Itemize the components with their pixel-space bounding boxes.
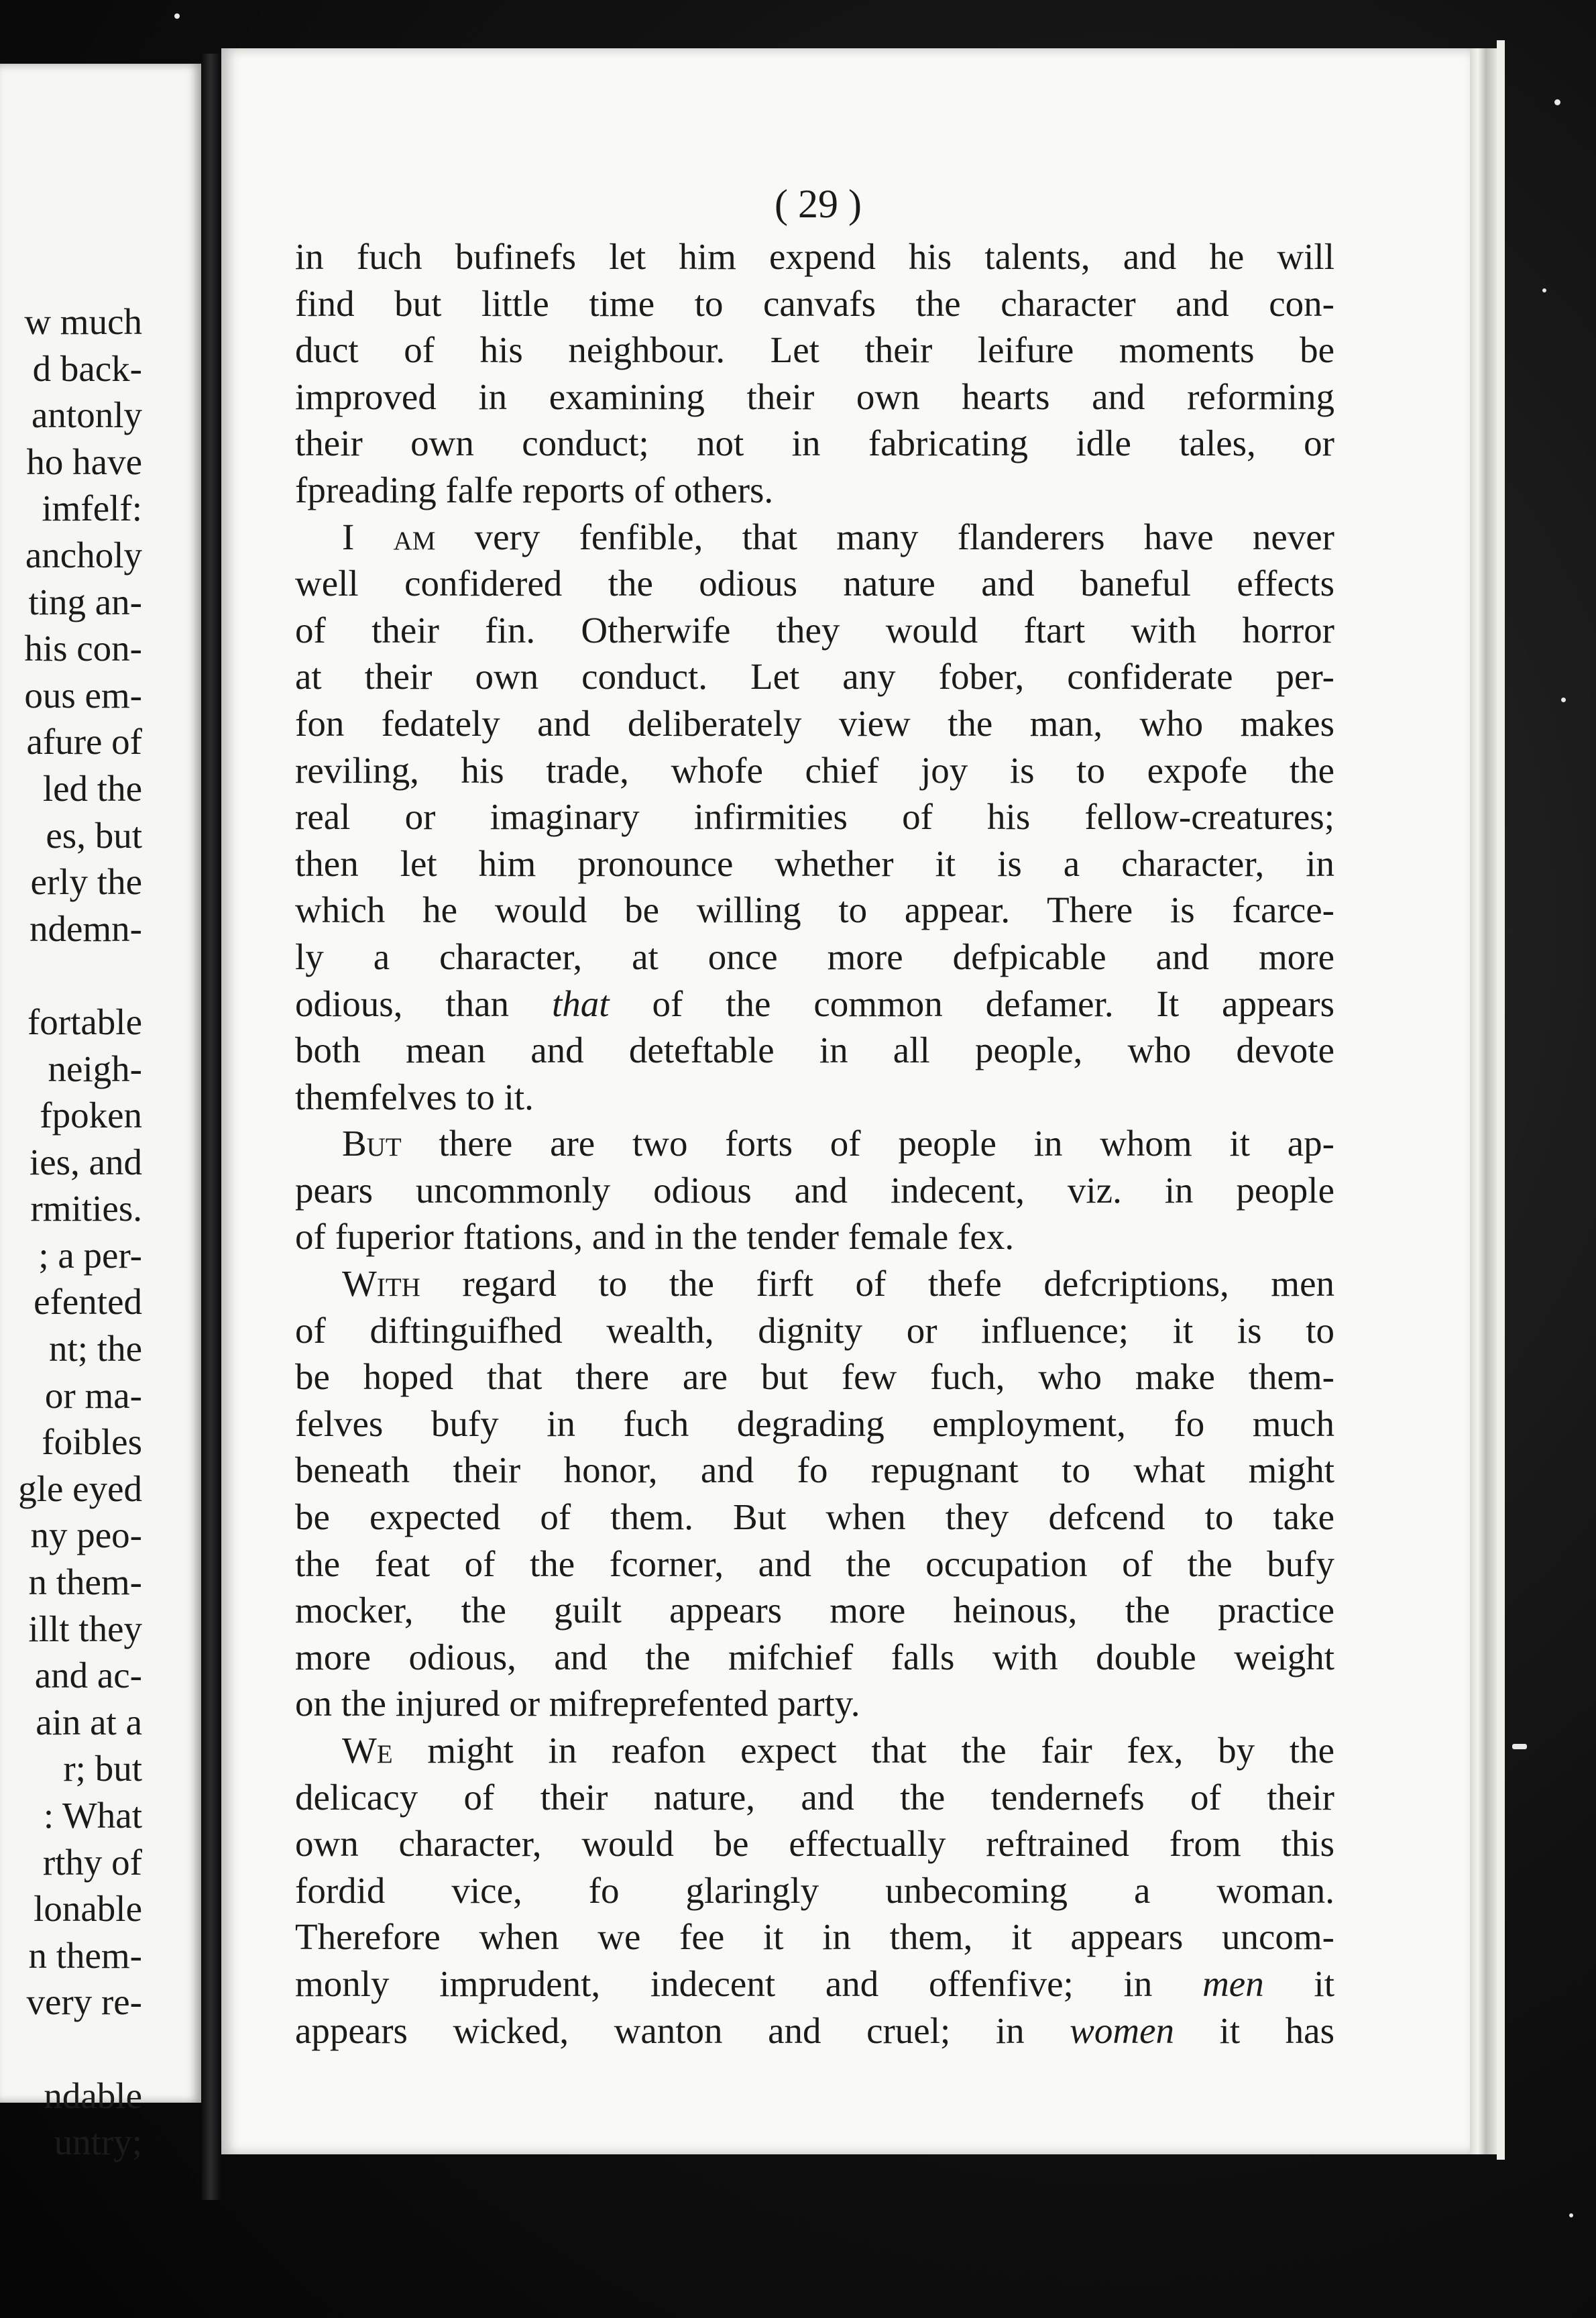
text-line [295,653,1334,700]
previous-page-line: foibles [42,1421,142,1463]
text-segment: very fenfible, that many flanderers have never [435,516,1334,557]
previous-page-line: or ma- [44,1374,142,1416]
previous-page-line: ndable [44,2075,142,2116]
previous-page-line: ancholy [25,534,142,575]
dust-speck [1569,2213,1573,2217]
previous-page-line [0,2026,142,2073]
previous-page-line: lonable [34,1888,142,1930]
small-caps-word: With [342,1263,420,1305]
text-line [295,467,1334,514]
text-line [295,747,1334,794]
previous-page-line: n them- [28,1934,142,1976]
previous-page-line: rthy of [42,1841,142,1883]
text-segment: beneath their honor, and fo repugnant to what might [295,1449,1334,1491]
dust-speck [1561,698,1566,702]
text-line [295,1680,1334,1727]
text-segment: on the injured or mifreprefented party. [295,1683,860,1724]
text-line [295,1634,1334,1681]
text-segment: of their fin. Otherwife they would ftart with horror [295,609,1334,651]
text-segment: both mean and deteftable in all people, who devote [295,1030,1334,1071]
text-segment: reviling, his trade, whofe chief joy is to expofe the [295,749,1334,791]
previous-page-text [0,298,142,2166]
text-segment: of the common defamer. It appears [609,983,1334,1024]
text-segment: the feat of the fcorner, and the occupation of the bufy [295,1543,1334,1584]
dust-speck [1542,288,1546,292]
text-line [295,1120,1334,1167]
text-segment: regard to the firft of thefe defcriptions, men [420,1263,1334,1305]
text-segment: find but little time to canvafs the character and con- [295,282,1334,324]
text-line [295,1961,1334,2007]
text-line [295,887,1334,934]
text-line [295,607,1334,654]
text-segment: mocker, the guilt appears more heinous, the practice [295,1590,1334,1631]
text-segment: more odious, and the mifchief falls with double weight [295,1636,1334,1677]
dust-speck [1512,1744,1527,1749]
text-line [295,700,1334,747]
text-segment: odious, than [295,983,552,1024]
text-segment: monly imprudent, indecent and offenfive; in [295,1963,1203,2004]
text-segment: which he would be willing to appear. There is fcarce- [295,889,1334,931]
previous-page-line: and ac- [34,1655,142,1696]
previous-page-line: ies, and [29,1141,142,1182]
previous-page-line: fpoken [40,1095,142,1136]
text-line [295,1354,1334,1400]
previous-page-line: imfelf: [42,488,142,529]
text-segment: of fuperior ftations, and in the tender female fex. [295,1216,1015,1258]
text-line [295,1727,1334,1774]
text-line [295,1867,1334,1914]
text-segment: then let him pronounce whether it is a character, in [295,842,1334,884]
text-segment: ly a character, at once more defpicable and more [295,936,1334,977]
text-line [295,420,1334,467]
previous-page-line: ny peo- [30,1514,142,1556]
text-segment: might in reafon expect that the fair fex, by the [392,1730,1334,1771]
text-segment: their own conduct; not in fabricating idle tales, or [295,423,1334,464]
text-segment: fordid vice, fo glaringly unbecoming a woman. [295,1869,1334,1911]
previous-page-line: ain at a [36,1701,142,1743]
text-line [295,280,1334,327]
text-segment: in fuch bufinefs let him expend his talents, and he will [295,236,1334,277]
previous-page-line: ho have [26,441,142,482]
text-line [295,374,1334,421]
text-segment: appears wicked, wanton and cruel; in [295,2009,1070,2051]
previous-page-line: afure of [26,721,142,763]
text-line [295,793,1334,840]
previous-page-line: ting an- [28,581,142,622]
text-segment: delicacy of their nature, and the tendernefs of their [295,1776,1334,1818]
page-body-text [295,233,1334,2054]
previous-page-line: gle eyed [18,1468,142,1509]
text-line [295,560,1334,607]
text-segment: be hoped that there are but few fuch, who make them- [295,1356,1334,1398]
text-segment: of diftinguifhed wealth, dignity or influence; it is to [295,1309,1334,1351]
previous-page-line: erly the [30,861,142,903]
text-segment: themfelves to it. [295,1076,534,1117]
previous-page-line: efented [34,1281,142,1323]
text-segment: there are two forts of people in whom it ap- [401,1123,1334,1164]
text-line [295,1820,1334,1867]
text-line [295,1074,1334,1121]
text-segment: well confidered the odious nature and baneful effects [295,563,1334,604]
previous-page-line: n them- [28,1561,142,1603]
text-segment: Therefore when we fee it in them, it appears uncom- [295,1916,1334,1958]
previous-page-line: untry; [54,2121,142,2163]
text-segment: fon fedately and deliberately view the man, who makes [295,702,1334,744]
previous-page-line: very re- [26,1981,142,2023]
previous-page-line: ous em- [24,674,142,716]
text-line [295,1774,1334,1821]
previous-page-line: neigh- [48,1048,142,1089]
text-line [295,981,1334,1028]
text-segment: own character, would be effectually reftrained from this [295,1823,1334,1865]
text-segment: fpreading falfe reports of others. [295,469,774,510]
text-line [295,1541,1334,1588]
italic-word: that [551,983,610,1024]
italic-word: women [1070,2009,1174,2051]
text-segment: be expected of them. But when they defcend to take [295,1496,1334,1538]
text-line [295,934,1334,981]
text-segment: duct of his neighbour. Let their leifure moments be [295,329,1334,371]
text-segment: pears uncommonly odious and indecent, viz. in people [295,1169,1334,1211]
text-line [295,2007,1334,2054]
text-segment: it has [1174,2009,1334,2051]
text-line [295,1447,1334,1494]
previous-page-line: : What [43,1795,142,1836]
book-gutter [201,54,221,2200]
text-line [295,327,1334,374]
page-edge-outer [1497,40,1505,2160]
text-line [295,1307,1334,1354]
text-line [295,1260,1334,1307]
previous-page-line: d back- [32,347,142,389]
text-line [295,1213,1334,1260]
previous-page [0,64,201,2163]
page-number: ( 29 ) [775,182,862,226]
text-line [295,1587,1334,1634]
small-caps-word: We [342,1730,393,1771]
text-line [295,514,1334,561]
text-line [295,233,1334,280]
previous-page-line: illt they [28,1608,142,1649]
previous-page-line: ndemn- [29,907,142,949]
page-edge [1470,48,1497,2154]
text-segment: real or imaginary infirmities of his fellow-creatures; [295,796,1334,838]
small-caps-word: But [342,1123,402,1164]
text-line [295,1027,1334,1074]
previous-page-line: es, but [46,814,142,856]
previous-page-line [0,952,142,999]
previous-page-line: w much [24,301,142,342]
italic-word: men [1202,1963,1264,2004]
previous-page-line: antonly [32,394,142,436]
dust-speck [1554,99,1560,105]
previous-page-line: led the [42,767,142,809]
text-segment: it [1263,1963,1334,2004]
previous-page-line: ; a per- [38,1234,142,1276]
previous-page-line: r; but [63,1748,142,1789]
text-line [295,1167,1334,1214]
small-caps-word: I am [342,516,436,557]
text-segment: at their own conduct. Let any fober, confiderate per- [295,656,1334,698]
text-segment: felves bufy in fuch degrading employment, fo much [295,1402,1334,1444]
previous-page-line: rmities. [30,1188,142,1229]
text-line [295,840,1334,887]
previous-page-line: fortable [27,1001,142,1042]
dust-speck [174,13,180,19]
text-line [295,1914,1334,1961]
text-line [295,1400,1334,1447]
previous-page-line: his con- [24,628,142,669]
text-line [295,1494,1334,1541]
previous-page-line: nt; the [48,1328,142,1370]
text-segment: improved in examining their own hearts and reforming [295,376,1334,417]
